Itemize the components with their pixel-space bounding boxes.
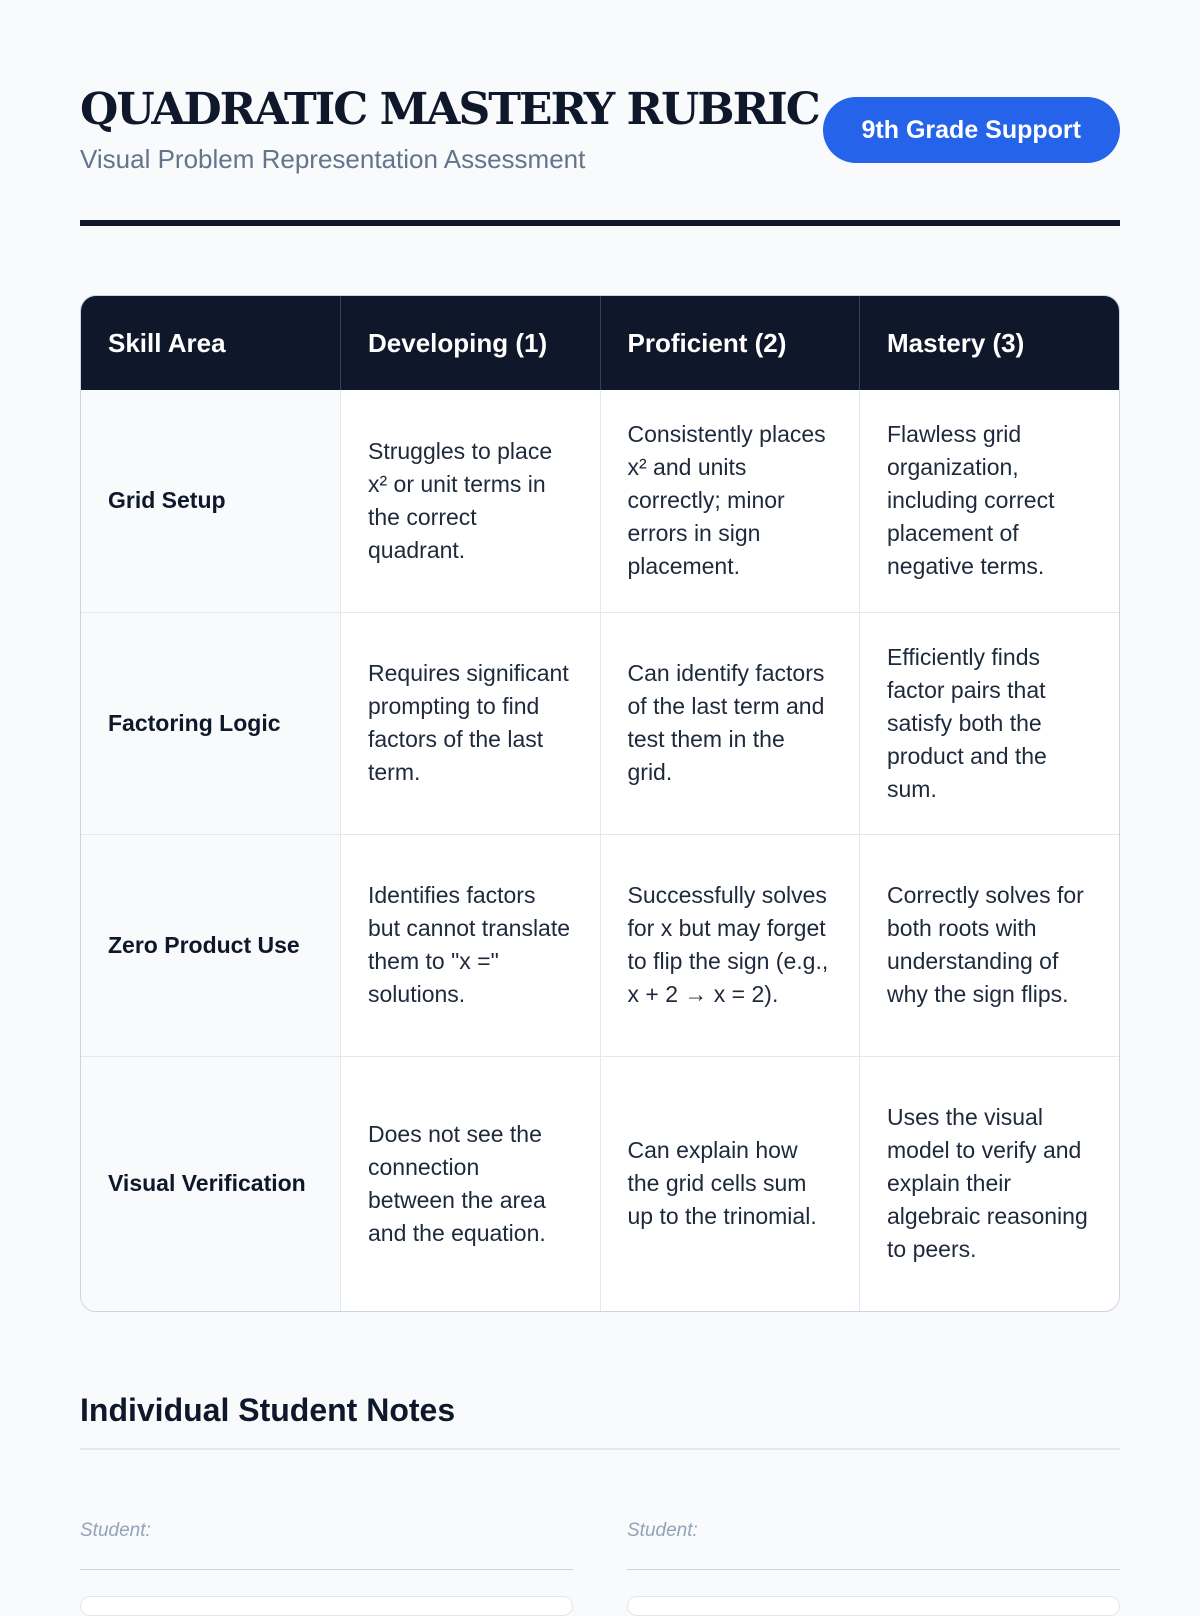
student-notes-heading: Individual Student Notes	[80, 1392, 456, 1428]
skill-area-cell: Grid Setup	[81, 390, 341, 612]
student-label: Student:	[627, 1520, 698, 1541]
proficient-cell: Can identify factors of the last term and test them in the grid.	[600, 612, 860, 834]
proficient-cell: Can explain how the grid cells sum up to the trinomial.	[600, 1056, 860, 1311]
mastery-cell: Uses the visual model to verify and explain their algebraic reasoning to peers.	[860, 1056, 1120, 1311]
developing-cell: Struggles to place x² or unit terms in the correct quadrant.	[341, 390, 601, 612]
skill-area-cell: Zero Product Use	[81, 834, 341, 1056]
student-notes-box-right[interactable]	[627, 1596, 1120, 1616]
rubric-table-container	[80, 295, 1120, 1312]
header-divider	[80, 220, 1120, 226]
column-header-skill-area: Skill Area	[81, 296, 341, 390]
student-name-input-right[interactable]	[707, 1510, 1120, 1558]
student-notes-box-left[interactable]	[80, 1596, 573, 1616]
rubric-header-row	[81, 296, 1119, 390]
developing-cell: Identifies factors but cannot translate them to "x =" solutions.	[341, 834, 601, 1056]
developing-cell: Requires significant prompting to find factors of the last term.	[341, 612, 601, 834]
student-name-field-right	[627, 1500, 1120, 1570]
student-name-field-left	[80, 1500, 573, 1570]
page-subtitle: Visual Problem Representation Assessment	[80, 144, 586, 174]
column-header-developing: Developing (1)	[341, 296, 601, 390]
column-header-proficient: Proficient (2)	[600, 296, 860, 390]
column-header-mastery: Mastery (3)	[860, 296, 1120, 390]
developing-cell: Does not see the connection between the area and the equation.	[341, 1056, 601, 1311]
page-title: QUADRATIC MASTERY RUBRIC	[80, 84, 819, 135]
grade-level-badge[interactable]: 9th Grade Support	[823, 97, 1120, 163]
mastery-cell: Efficiently finds factor pairs that satisfy both the product and the sum.	[860, 612, 1120, 834]
proficient-cell: Successfully solves for x but may forget to flip the sign (e.g., x + 2 → x = 2).	[600, 834, 860, 1056]
skill-area-cell: Factoring Logic	[81, 612, 341, 834]
notes-divider	[80, 1448, 1120, 1450]
proficient-cell: Consistently places x² and units correctly; minor errors in sign placement.	[600, 390, 860, 612]
mastery-cell: Flawless grid organization, including correct placement of negative terms.	[887, 421, 1055, 580]
table-row	[81, 1056, 1119, 1311]
table-row	[81, 612, 1119, 834]
page-header	[80, 84, 1120, 180]
table-row	[81, 834, 1119, 1056]
student-label: Student:	[80, 1520, 151, 1541]
mastery-cell: Correctly solves for both roots with understanding of why the sign flips.	[860, 834, 1120, 1056]
student-name-input-left[interactable]	[160, 1510, 573, 1558]
skill-area-cell: Visual Verification	[81, 1056, 341, 1311]
rubric-table	[81, 296, 1119, 1311]
table-row	[81, 390, 1119, 612]
